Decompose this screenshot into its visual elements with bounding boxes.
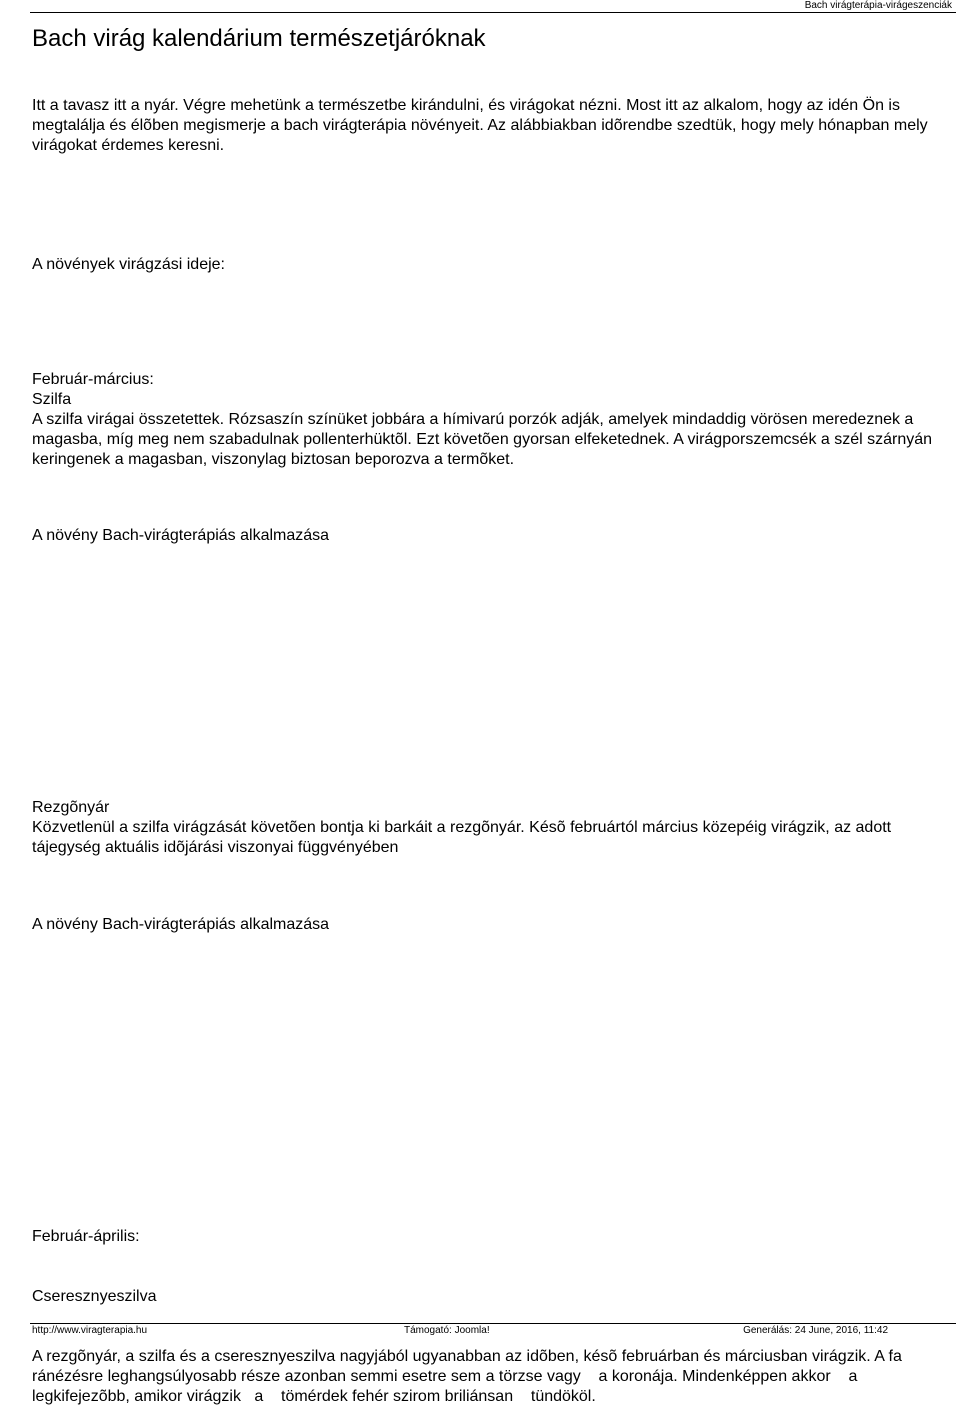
application-link-szilfa[interactable]: A növény Bach-virágterápiás alkalmazása — [32, 527, 330, 544]
intro-paragraph: Itt a tavasz itt a nyár. Végre mehetünk a természetbe kirándulni, és virágokat nézni. Most itt az alkalom, hogy az idén Ön is megtalálja és élõben megismerje a bach virágterápia növényeit. Az alábbiakban idõrendbe szedtük, hogy mely hónapban mely virágokat érdemes keresni. — [32, 97, 928, 154]
entry-description: A rezgõnyár, a szilfa és a cseresznyeszilva nagyjából ugyanabban az idõben, késõ februárban és márciusban virágzik. A fa ránézésre leghangsúlyosabb része azonban semmi esetre sem a törzse vagy a koronája. Mindenképpen akkor a legkifejezõbb, amikor virágzik a tömérdek fehér szirom briliánsan tündököl. — [32, 1348, 916, 1405]
section-heading: A növények virágzási ideje: — [32, 256, 225, 273]
application-link-rezgonyar[interactable]: A növény Bach-virágterápiás alkalmazása — [32, 916, 330, 933]
footer-generated-timestamp: Generálás: 24 June, 2016, 11:42 — [743, 1325, 888, 1336]
entry-szilfa — [32, 370, 956, 470]
site-header-name: Bach virágterápia-virágeszenciák — [804, 0, 952, 11]
entry-plant-name: Szilfa — [32, 391, 72, 408]
header-divider — [30, 12, 956, 13]
entry-period: Február-április: — [32, 1228, 140, 1245]
entry-description: A szilfa virágai összetettek. Rózsaszín színüket jobbára a hímivarú porzók adják, amelyek mindaddig vörösen meredeznek a magasba, míg meg nem szabadulnak pollenterhüktõl. Ezt követõen gyorsan elfeketednek. A virágporszemcsék a szél szárnyán keringenek a magasban, viszonylag biztosan beporozva a termõket. — [32, 411, 933, 468]
page-title: Bach virág kalendárium természetjáróknak — [32, 25, 486, 52]
entry-plant-name: Cseresznyeszilva — [32, 1288, 157, 1305]
entry-cseresznyeszilva — [32, 1187, 956, 1427]
footer-divider — [30, 1323, 956, 1324]
entry-description: Közvetlenül a szilfa virágzását követõen bontja ki barkáit a rezgõnyár. Késõ februártól március közepéig virágzik, az adott tájegység aktuális idõjárási viszonyai függvényében — [32, 819, 892, 856]
footer-support: Támogató: Joomla! — [404, 1325, 490, 1336]
entry-plant-name: Rezgõnyár — [32, 799, 110, 816]
entry-period: Február-március: — [32, 371, 154, 388]
entry-rezgonyar — [32, 798, 956, 858]
footer-url-link[interactable]: http://www.viragterapia.hu — [32, 1325, 148, 1336]
